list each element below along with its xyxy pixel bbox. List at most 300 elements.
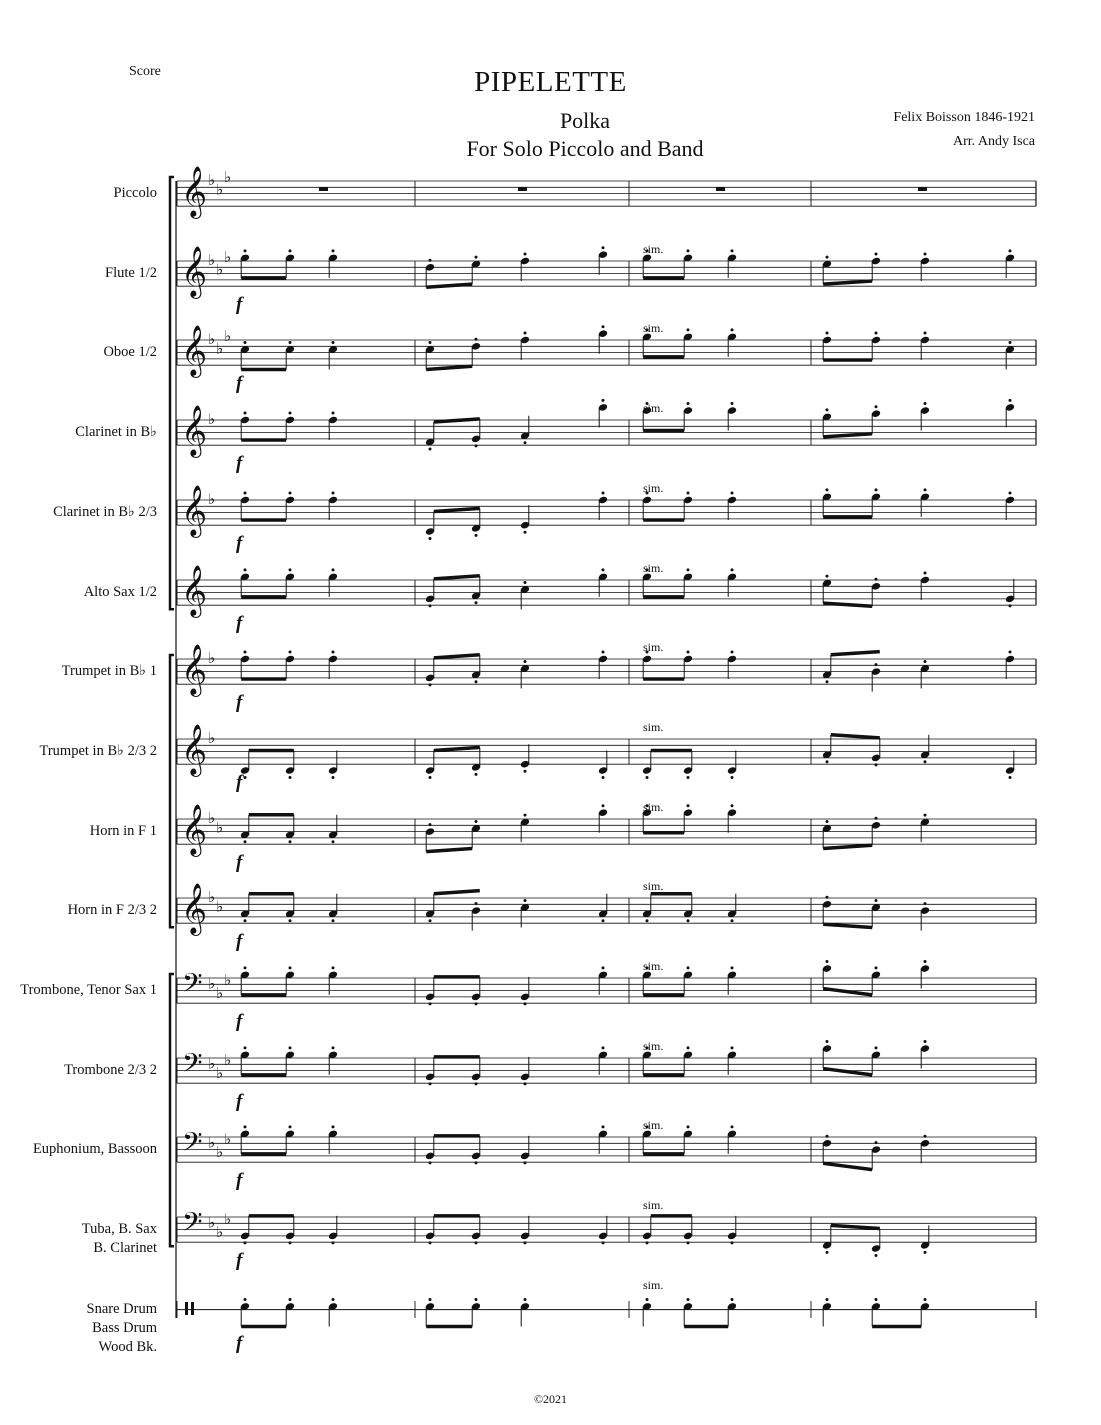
staccato-dot [332,840,335,843]
sim-marking: sim. [643,800,664,814]
staccato-dot [1009,249,1012,252]
instrument-label: Horn in F 1 [89,823,157,840]
treble-clef-icon: 𝄞 [181,246,208,297]
dynamic-marking: f [236,533,243,554]
staccato-dot [475,820,478,823]
treble-clef-icon: 𝄞 [181,883,208,934]
beam [823,989,872,995]
sim-marking: sim. [643,321,664,335]
bracket [170,655,174,927]
staccato-dot [524,1082,527,1085]
bracket [170,177,174,609]
beam [434,747,480,750]
dynamic-marking: f [236,613,243,634]
treble-clef-icon: 𝄞 [181,325,208,376]
staccato-dot [524,660,527,663]
flat-icon: ♭ [208,251,216,269]
flat-icon: ♭ [208,330,216,348]
staccato-dot [332,1298,335,1301]
staccato-dot [646,776,649,779]
staccato-dot [475,902,478,905]
staff [177,561,1036,634]
staccato-dot [332,412,335,415]
staccato-dot [826,256,829,259]
staccato-dot [826,680,829,683]
treble-clef-icon: 𝄞 [181,565,208,616]
staccato-dot [244,412,247,415]
staccato-dot [875,1046,878,1049]
treble-clef-icon: 𝄞 [181,644,208,695]
staccato-dot [289,1241,292,1244]
beam [823,603,872,606]
flat-icon: ♭ [216,260,224,279]
staccato-dot [289,1046,292,1049]
staccato-dot [475,256,478,259]
staff [177,640,1036,713]
sim-marking: sim. [643,242,664,256]
staccato-dot [731,651,734,654]
staccato-dot [332,966,335,969]
staccato-dot [826,332,829,335]
staccato-dot [244,1046,247,1049]
percussion-clef-icon [185,1302,188,1315]
staccato-dot [826,1135,829,1138]
instrument-label: Snare Drum Bass Drum Wood Bk. [86,1301,157,1355]
bass-clef-icon: 𝄢 [182,1047,203,1085]
beam [434,891,480,894]
staccato-dot [924,1135,927,1138]
staccato-dot [332,568,335,571]
staccato-dot [687,568,690,571]
staccato-dot [429,823,432,826]
staccato-dot [924,572,927,575]
staccato-dot [475,601,478,604]
staccato-dot [924,760,927,763]
staccato-dot [924,332,927,335]
flat-icon: ♭ [208,729,216,747]
staccato-dot [826,575,829,578]
sim-marking: sim. [643,640,664,654]
staccato-dot [475,773,478,776]
treble-clef-icon: 𝄞 [181,804,208,855]
staccato-dot [524,531,527,534]
staccato-dot [429,683,432,686]
staccato-dot [524,1298,527,1301]
staccato-dot [429,1298,432,1301]
sim-marking: sim. [643,401,664,415]
staccato-dot [687,1046,690,1049]
staccato-dot [429,448,432,451]
flat-icon: ♭ [224,247,232,266]
staccato-dot [524,253,527,256]
whole-rest [918,187,927,191]
staccato-dot [289,651,292,654]
staccato-dot [602,492,605,495]
staccato-dot [826,408,829,411]
beam [823,924,872,927]
bass-clef-icon: 𝄢 [182,1126,203,1164]
staccato-dot [602,1125,605,1128]
staff [177,959,1036,1032]
staccato-dot [244,341,247,344]
staccato-dot [875,332,878,335]
flat-icon: ♭ [216,339,224,358]
staccato-dot [875,899,878,902]
staccato-dot [826,1298,829,1301]
staccato-dot [731,1046,734,1049]
flat-icon: ♭ [208,490,216,508]
flat-icon: ♭ [216,1063,224,1082]
staccato-dot [875,578,878,581]
treble-clef-icon: 𝄞 [181,724,208,775]
staccato-dot [524,581,527,584]
flat-icon: ♭ [224,1051,232,1070]
staccato-dot [924,253,927,256]
sim-marking: sim. [643,1118,664,1132]
flat-icon: ♭ [208,809,216,827]
dynamic-marking: f [236,1250,243,1271]
staccato-dot [1009,341,1012,344]
staccato-dot [1009,651,1012,654]
staccato-dot [524,814,527,817]
instrument-label: Alto Sax 1/2 [83,584,157,601]
staccato-dot [332,249,335,252]
staccato-dot [524,899,527,902]
staccato-dot [602,651,605,654]
staccato-dot [332,1046,335,1049]
staccato-dot [475,534,478,537]
staccato-dot [687,1125,690,1128]
staccato-dot [731,568,734,571]
staccato-dot [524,770,527,773]
staff [177,879,1036,952]
instrument-label: Flute 1/2 [105,265,157,282]
staccato-dot [924,814,927,817]
staccato-dot [731,804,734,807]
staff [177,242,1036,315]
whole-rest [716,187,725,191]
flat-icon: ♭ [216,180,224,199]
flat-icon: ♭ [208,410,216,428]
staccato-dot [687,1241,690,1244]
staccato-dot [687,651,690,654]
instrument-label: Piccolo [113,185,157,202]
beam [823,281,872,284]
staccato-dot [875,763,878,766]
staves [177,166,1036,1354]
staccato-dot [289,341,292,344]
flat-icon: ♭ [224,1210,232,1229]
staccato-dot [475,1082,478,1085]
flat-icon: ♭ [224,167,232,186]
staccato-dot [244,1298,247,1301]
staccato-dot [731,1125,734,1128]
staccato-dot [646,1241,649,1244]
flat-icon: ♭ [216,818,224,837]
score-label: Score [129,64,161,79]
dynamic-marking: f [236,1011,243,1032]
staccato-dot [924,1298,927,1301]
staccato-dot [524,1241,527,1244]
staccato-dot [826,896,829,899]
bass-clef-icon: 𝄢 [182,1206,203,1244]
staccato-dot [429,919,432,922]
flat-icon: ♭ [216,1142,224,1161]
beam [434,419,480,422]
dynamic-marking: f [236,294,243,315]
staccato-dot [289,776,292,779]
staccato-dot [429,1082,432,1085]
instrument-label: Trumpet in B♭ 2/3 2 [39,743,157,760]
staccato-dot [687,966,690,969]
staccato-dot [826,1251,829,1254]
staccato-dot [429,537,432,540]
beam [831,1225,880,1228]
staccato-dot [289,568,292,571]
beam [823,1069,872,1075]
flat-icon: ♭ [216,1222,224,1241]
staccato-dot [289,1298,292,1301]
staccato-dot [475,680,478,683]
staccato-dot [646,1298,649,1301]
staccato-dot [875,663,878,666]
instrument-label: Tuba, B. Sax B. Clarinet [81,1221,157,1256]
staccato-dot [475,1298,478,1301]
treble-clef-icon: 𝄞 [181,166,208,217]
staccato-dot [332,651,335,654]
whole-rest [518,187,527,191]
subtitle-2: For Solo Piccolo and Band [466,136,704,161]
staccato-dot [602,568,605,571]
staff [177,481,1036,554]
staccato-dot [826,1040,829,1043]
instrument-label: Clarinet in B♭ [75,424,157,441]
dynamic-marking: f [236,931,243,952]
staccato-dot [602,399,605,402]
staccato-dot [289,919,292,922]
flat-icon: ♭ [216,897,224,916]
staff [177,166,1036,219]
staccato-dot [687,804,690,807]
flat-icon: ♭ [224,326,232,345]
staccato-dot [602,776,605,779]
staccato-dot [244,651,247,654]
staccato-dot [429,341,432,344]
flat-icon: ♭ [208,171,216,189]
staff [177,399,1036,474]
subtitle: Polka [559,108,611,133]
beam [434,655,480,658]
staccato-dot [924,660,927,663]
staccato-dot [731,776,734,779]
staff [177,800,1036,873]
staccato-dot [875,1141,878,1144]
sim-marking: sim. [643,561,664,575]
flat-icon: ♭ [208,1133,216,1152]
staccato-dot [687,402,690,405]
beam [434,508,480,511]
staccato-dot [924,1251,927,1254]
staccato-dot [1009,604,1012,607]
staccato-dot [731,492,734,495]
staccato-dot [475,444,478,447]
staccato-dot [475,1241,478,1244]
beam [831,652,880,655]
staccato-dot [687,328,690,331]
staccato-dot [602,325,605,328]
staccato-dot [289,492,292,495]
whole-rest [319,187,328,191]
staccato-dot [244,840,247,843]
staccato-dot [687,776,690,779]
staff [177,1278,1036,1354]
dynamic-marking: f [236,1333,243,1354]
staccato-dot [731,249,734,252]
staccato-dot [924,402,927,405]
beam [823,434,872,437]
staccato-dot [602,1046,605,1049]
staccato-dot [826,960,829,963]
sim-marking: sim. [643,959,664,973]
beam [823,1163,872,1169]
staccato-dot [429,776,432,779]
staccato-dot [1009,776,1012,779]
staccato-dot [524,441,527,444]
instrument-label: Euphonium, Bassoon [32,1141,157,1158]
staccato-dot [875,817,878,820]
staccato-dot [289,412,292,415]
staccato-dot [1009,492,1012,495]
dynamic-marking: f [236,1091,243,1112]
staccato-dot [875,1298,878,1301]
staccato-dot [332,1241,335,1244]
staccato-dot [924,960,927,963]
staccato-dot [875,488,878,491]
staccato-dot [687,919,690,922]
bass-clef-icon: 𝄢 [182,967,203,1005]
treble-clef-icon: 𝄞 [181,485,208,536]
flat-icon: ♭ [208,888,216,906]
staccato-dot [332,492,335,495]
staccato-dot [826,760,829,763]
sim-marking: sim. [643,1039,664,1053]
staccato-dot [602,966,605,969]
dynamic-marking: f [236,772,243,793]
staccato-dot [826,820,829,823]
staccato-dot [289,840,292,843]
staccato-dot [687,492,690,495]
dynamic-marking: f [236,852,243,873]
flat-icon: ♭ [224,971,232,990]
sim-marking: sim. [643,879,664,893]
staccato-dot [687,1298,690,1301]
staff [177,1198,1036,1271]
staccato-dot [475,1002,478,1005]
sim-marking: sim. [643,720,664,734]
instrument-label: Trumpet in B♭ 1 [61,663,157,680]
staccato-dot [731,966,734,969]
staccato-dot [687,249,690,252]
staccato-dot [1009,399,1012,402]
staccato-dot [244,966,247,969]
staccato-dot [924,1040,927,1043]
composer: Felix Boisson 1846-1921 [893,110,1035,125]
staccato-dot [244,919,247,922]
staccato-dot [429,259,432,262]
page-title: PIPELETTE [474,66,627,98]
staccato-dot [332,341,335,344]
staccato-dot [731,402,734,405]
beam [831,735,880,738]
staccato-dot [244,568,247,571]
staccato-dot [731,328,734,331]
staccato-dot [602,1241,605,1244]
beam [823,845,872,848]
beam [426,284,472,287]
dynamic-marking: f [236,373,243,394]
copyright: ©2021 [533,1392,568,1406]
staccato-dot [429,1161,432,1164]
instrument-label: Trombone, Tenor Sax 1 [20,982,157,999]
flat-icon: ♭ [208,1054,216,1073]
staccato-dot [289,966,292,969]
beam [426,366,472,369]
flat-icon: ♭ [224,1130,232,1149]
flat-icon: ♭ [208,1213,216,1232]
sim-marking: sim. [643,1278,664,1292]
staccato-dot [429,604,432,607]
staccato-dot [924,488,927,491]
staccato-dot [244,249,247,252]
staccato-dot [646,919,649,922]
staccato-dot [332,1125,335,1128]
staccato-dot [244,1125,247,1128]
staccato-dot [524,1161,527,1164]
staccato-dot [875,253,878,256]
staccato-dot [332,919,335,922]
staccato-dot [244,1241,247,1244]
staccato-dot [332,776,335,779]
instrument-label: Oboe 1/2 [103,344,157,361]
staccato-dot [875,966,878,969]
staccato-dot [524,1002,527,1005]
arranger: Arr. Andy Isca [952,134,1035,149]
staccato-dot [289,1125,292,1128]
staccato-dot [826,488,829,491]
dynamic-marking: f [236,453,243,474]
staccato-dot [602,246,605,249]
instrument-label: Horn in F 2/3 2 [67,902,157,919]
staff [177,1118,1036,1191]
beam [426,848,472,851]
staccato-dot [244,492,247,495]
bracket [170,974,174,1246]
staccato-dot [875,1254,878,1257]
staff [177,720,1036,793]
staccato-dot [602,804,605,807]
staccato-dot [602,919,605,922]
staccato-dot [475,1161,478,1164]
flat-icon: ♭ [208,974,216,993]
staccato-dot [731,1241,734,1244]
treble-clef-icon: 𝄞 [181,405,208,456]
dynamic-marking: f [236,692,243,713]
staccato-dot [289,249,292,252]
staccato-dot [731,1298,734,1301]
sim-marking: sim. [643,481,664,495]
flat-icon: ♭ [208,649,216,667]
staccato-dot [524,332,527,335]
